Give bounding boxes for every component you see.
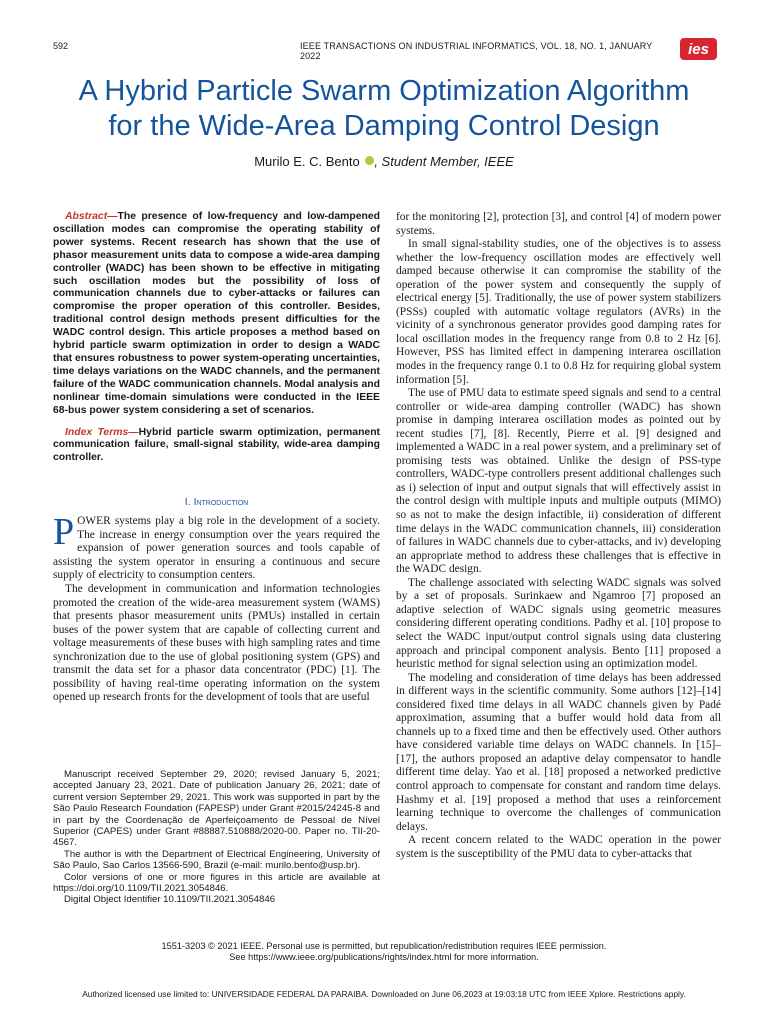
- title-line-1: A Hybrid Particle Swarm Optimization Algorithm: [78, 75, 690, 107]
- intro-paragraph-1: [53, 511, 380, 583]
- drop-cap: P: [53, 511, 75, 554]
- journal-header: IEEE TRANSACTIONS ON INDUSTRIAL INFORMATICS, VOL. 18, NO. 1, JANUARY 2022: [300, 41, 653, 61]
- section-heading-introduction: [53, 496, 380, 508]
- right-paragraph-2: The use of PMU data to estimate speed signals and send to a central controller or wide-area damping controller (WADC) has shown promise in damping interarea oscillation modes as pointed out by recent studies [7], [8]. Recently, Pierre et al. [9] designed and implemented a WADC in a real power system, and a preliminary set of promising tests was obtained. Unlike the design of PSS-type controllers, WADC-type controllers present additional challenges such as i) selection of input and output signals that will effectively assist in the control design with multiple inputs and multiple outputs (MIMO) so as not to make the design infactible, ii) consideration of different time delays in the WADC communication channels, iii) consideration of failures in WADC channels due to cyber-attacks, and iv) developing an appropriate method to address these challenges that is effective in the WADC design.: [396, 387, 721, 576]
- intro-lead-word: OWER: [77, 515, 111, 528]
- author-line: [0, 154, 768, 169]
- abstract-text: The presence of low-frequency and low-dampened oscillation modes can compromise the operating stability of power systems. Recent research has shown that the use of phasor measurement units data to compose a wide-area damping controller (WADC) has been shown to be effective in mitigating such oscillation modes but the possibility of loss of communication channels due to cyber-attacks or failures can compromise the proper operation of this controller. Besides, traditional control design methods present difficulties for the WADC control design. This article proposes a method based on hybrid particle swarm optimization in order to design a WADC that ensures robustness to power system-operating uncertainties, time delays variations on the WADC channels, and the permanent failure of the WADC communication channels. Modal analysis and nonlinear time-domain simulations were conducted in the IEEE 68-bus power system considering a set of scenarios.: [53, 211, 380, 416]
- right-paragraph-3: The challenge associated with selecting WADC signals was solved by a set of proposals. Surinkaew and Ngamroo [7] proposed an adaptive selection of WADC signals using geometric measures considering different operating conditions. Padhy et al. [10] propose to select the WADC input/output control signals using data clustering approach and principal component analysis. Bento [11] proposed a heuristic method for signal selection using an optimization model.: [396, 576, 721, 671]
- ies-logo: [680, 38, 717, 60]
- section-number: I.: [184, 496, 194, 509]
- page-number: 592: [53, 41, 69, 51]
- author-name: Murilo E. C. Bento: [254, 154, 360, 169]
- section-title: Introduction: [193, 496, 249, 509]
- logo-text: ies: [688, 41, 709, 58]
- left-column: [53, 211, 380, 705]
- footnote-color: Color versions of one or more figures in this article are available at https://doi.org/10.1109/TII.2021.3054846.: [53, 871, 380, 895]
- author-affiliation: , Student Member, IEEE: [374, 154, 514, 169]
- abstract: [53, 211, 380, 418]
- right-paragraph-5: A recent concern related to the WADC operation in the power system is the susceptibility of the PMU data to cyber-attacks that: [396, 834, 721, 860]
- paper-title: [0, 74, 768, 144]
- footnote-doi: Digital Object Identifier 10.1109/TII.2021.3054846: [64, 894, 276, 906]
- abstract-label: Abstract—: [65, 211, 118, 222]
- copyright-notice: [0, 941, 768, 963]
- right-paragraph-0: for the monitoring [2], protection [3], and control [4] of modern power systems.: [396, 211, 721, 237]
- index-terms-label: Index Terms—: [65, 426, 139, 438]
- index-terms: [53, 427, 380, 466]
- footnote-author: The author is with the Department of Electrical Engineering, University of São Paulo, Sao Carlos 13566-590, Brazil (e-mail: murilo.bento@usp.br).: [53, 848, 380, 872]
- copyright-line-2: See https://www.ieee.org/publications/rights/index.html for more information.: [229, 952, 539, 962]
- authorized-use-notice: Authorized licensed use limited to: UNIVERSIDADE FEDERAL DA PARAIBA. Downloaded on June 06,2023 at 19:03:18 UTC from IEEE Xplore. Restrictions apply.: [82, 989, 686, 999]
- footnote-manuscript: Manuscript received September 29, 2020; revised January 5, 2021; accepted January 23, 2021. Date of publication January 26, 2021; date of current version September 29, 2021. This work was supported in part by the São Paulo Research Foundation (FAPESP) under Grant #2015/24245-8 and in part by the Coordenação de Aperfeiçoamento de Pessoal de Nível Superior (CAPES) under Grant #88887.510888/2020-00. Paper no. TII-20-4567.: [53, 769, 380, 849]
- orcid-icon[interactable]: [365, 156, 374, 165]
- right-column: [396, 211, 721, 861]
- intro-paragraph-2: The development in communication and information technologies promoted the creation of the wide-area measurement system (WAMS) that presents phasor measurement units (PMUs) installed in certain buses of the power system that are capable of collecting current and voltage measurements of these buses with high sampling rates and time synchronization due to the use of global positioning system (GPS) and transmit the data set for a phasor data concentrator (PDC) [1]. The possibility of having real-time operating information on the system opened up research fronts for the development of tools that are useful: [53, 582, 380, 704]
- copyright-line-1: 1551-3203 © 2021 IEEE. Personal use is permitted, but republication/redistribution requires IEEE permission.: [161, 941, 607, 951]
- index-terms-text: Hybrid particle swarm optimization, permanent communication failure, small-signal stability, wide-area damping controller.: [53, 426, 380, 464]
- right-paragraph-4: The modeling and consideration of time delays has been addressed in different ways in the scientific community. Some authors [12]–[14] considered fixed time delays in all WADC channels given by Padé approximation, assuming that a buffer would hold data from all channels up to a fixed time and then be effectively used. Other authors have considered variable time delays on WADC channels. In [15]–[17], the authors proposed an adaptive delay compensator to handle different time delay. Yao et al. [18] proposed a networked predictive control approach to compensate for constant and random time delays. Hashmy et al. [19] proposed a method that uses a reinforcement learning technique to overcome the challenges of communication delays.: [396, 671, 721, 833]
- first-page-footnote: [53, 769, 380, 906]
- title-line-2: for the Wide-Area Damping Control Design: [108, 110, 660, 142]
- intro-paragraph-1-text: systems play a big role in the development of a society. The increase in energy consumption over the years required the expansion of power generation sources and tools capable of assisting the system operator in ensuring a continuous and secure supply of electricity to consumption centers.: [53, 515, 380, 582]
- right-paragraph-1: In small signal-stability studies, one of the objectives is to assess whether the low-frequency oscillation modes are effectively well damped because otherwise it can compromise the stability of the operation of the power system and consequently the supply of electrical energy [5]. Traditionally, the use of power system stabilizers (PSSs) coupled with automatic voltage regulators (AVRs) in the vicinity of a synchronous generator provides good damping rates for local oscillation modes in the frequency range from 0.8 to 2 Hz [6]. However, PSS has limited effect in dampening interarea oscillation modes in the frequency range 0.1 to 0.8 Hz for requiring global system information [5].: [396, 238, 721, 386]
